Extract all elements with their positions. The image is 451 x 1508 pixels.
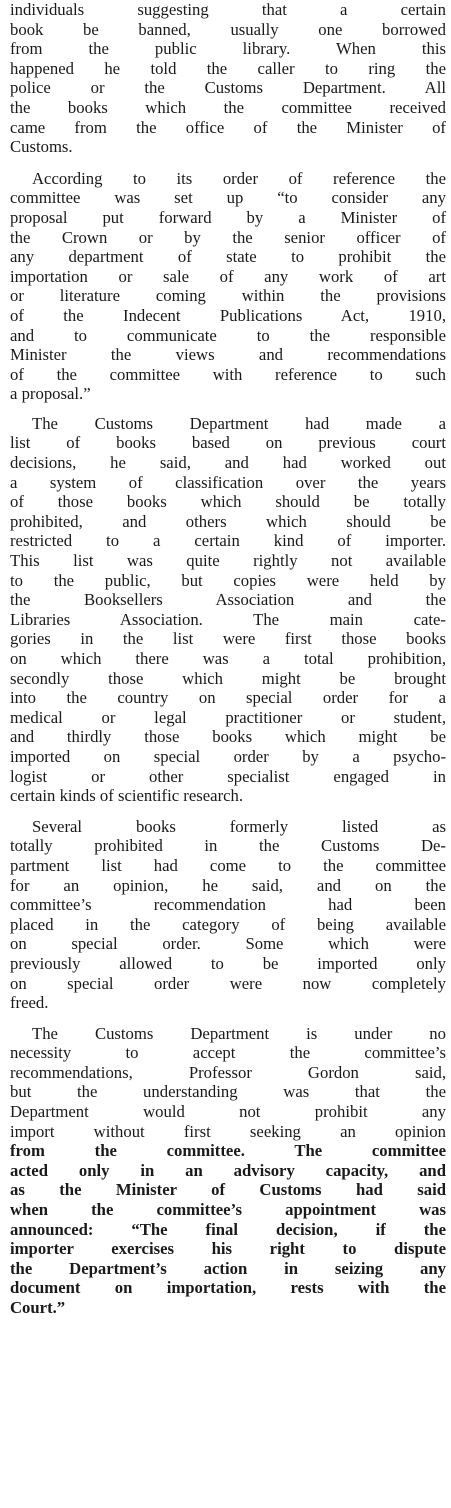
text-line: of those books which should be totally (10, 492, 446, 512)
text-line: necessity to accept the committee’s (10, 1043, 446, 1063)
text-line: certain kinds of scientific research. (10, 786, 244, 806)
text-line: decisions, he said, and had worked out (10, 453, 446, 473)
text-line: prohibited, and others which should be (10, 511, 446, 531)
text-line: or literature coming within the provisions (10, 286, 446, 306)
text-line: freed. (10, 993, 49, 1013)
text-line: from the committee. The committee (10, 1141, 446, 1161)
text-line: recommendations, Professor Gordon said, (10, 1062, 446, 1082)
text-line: document on importation, rests with the (10, 1278, 446, 1298)
text-line: from the public library. When this (10, 39, 446, 59)
text-line: placed in the category of being available (10, 914, 446, 934)
text-line: Several books formerly listed as (32, 816, 446, 836)
text-line: The Customs Department is under no (32, 1023, 446, 1043)
text-line: police or the Customs Department. All (10, 78, 446, 98)
text-line: list of books based on previous court (10, 433, 446, 453)
text-line: announced: “The final decision, if the (10, 1219, 446, 1239)
text-line: on which there was a total prohibition, (10, 649, 446, 668)
text-line: Libraries Association. The main cate- (10, 609, 446, 629)
text-line: on special order were now completely (10, 973, 446, 993)
text-line: secondly those which might be brought (10, 668, 446, 688)
text-line: any department of state to prohibit the (10, 247, 446, 267)
text-line: when the committee’s appointment was (10, 1200, 446, 1220)
text-line: committee was set up “to consider any (10, 188, 446, 208)
text-line: a system of classification over the years (10, 472, 446, 492)
text-line: gories in the list were first those books (10, 629, 446, 649)
text-line: of the Indecent Publications Act, 1910, (10, 305, 446, 325)
text-line: the books which the committee received (10, 97, 446, 117)
text-line: According to its order of reference the (32, 168, 446, 188)
text-line: importer exercises his right to dispute (10, 1239, 446, 1259)
text-line: into the country on special order for a (10, 688, 446, 708)
paragraph-3 (10, 414, 446, 806)
text-line: happened he told the caller to ring the (10, 58, 446, 78)
text-line: on special order. Some which were (10, 934, 446, 954)
text-line: totally prohibited in the Customs De- (10, 836, 446, 856)
text-line: restricted to a certain kind of importer. (10, 531, 446, 551)
text-line: to the public, but copies were held by (10, 570, 446, 590)
text-line: the Department’s action in seizing any (10, 1258, 446, 1278)
text-line: committee’s recommendation had been (10, 895, 446, 915)
text-line: Department would not prohibit any (10, 1102, 446, 1122)
paragraph-4 (10, 817, 446, 1013)
text-line: but the understanding was that the (10, 1082, 446, 1102)
paragraph-2 (10, 169, 446, 404)
text-line: Minister the views and recommendations (10, 345, 446, 365)
text-line: a proposal.” (10, 384, 91, 404)
text-line: proposal put forward by a Minister of (10, 207, 446, 227)
text-line: The Customs Department had made a (32, 413, 446, 433)
paragraph-5 (10, 1024, 446, 1318)
text-line: as the Minister of Customs had said (10, 1180, 446, 1200)
text-line: previously allowed to be imported only (10, 953, 446, 973)
text-line: acted only in an advisory capacity, and (10, 1160, 446, 1180)
article-column (10, 0, 446, 1318)
text-line: and thirdly those books which might be (10, 727, 446, 747)
text-line: partment list had come to the committee (10, 855, 446, 875)
text-line: book be banned, usually one borrowed (10, 19, 446, 39)
text-line: of the committee with reference to such (10, 364, 446, 384)
text-line: individuals suggesting that a certain (10, 0, 446, 19)
text-line: came from the office of the Minister of (10, 117, 446, 137)
text-line: medical or legal practitioner or student, (10, 707, 446, 727)
text-line: importation or sale of any work of art (10, 266, 446, 286)
text-line: logist or other specialist engaged in (10, 766, 446, 786)
text-line: This list was quite rightly not available (10, 551, 446, 571)
text-line: imported on special order by a psycho- (10, 746, 446, 766)
text-line: for an opinion, he said, and on the (10, 875, 446, 895)
text-line: Court.” (10, 1298, 66, 1317)
text-line: and to communicate to the responsible (10, 325, 446, 345)
text-line: the Booksellers Association and the (10, 590, 446, 610)
text-line: import without first seeking an opinion (10, 1121, 446, 1141)
text-line: Customs. (10, 137, 73, 157)
paragraph-1 (10, 0, 446, 157)
text-line: the Crown or by the senior officer of (10, 227, 446, 247)
